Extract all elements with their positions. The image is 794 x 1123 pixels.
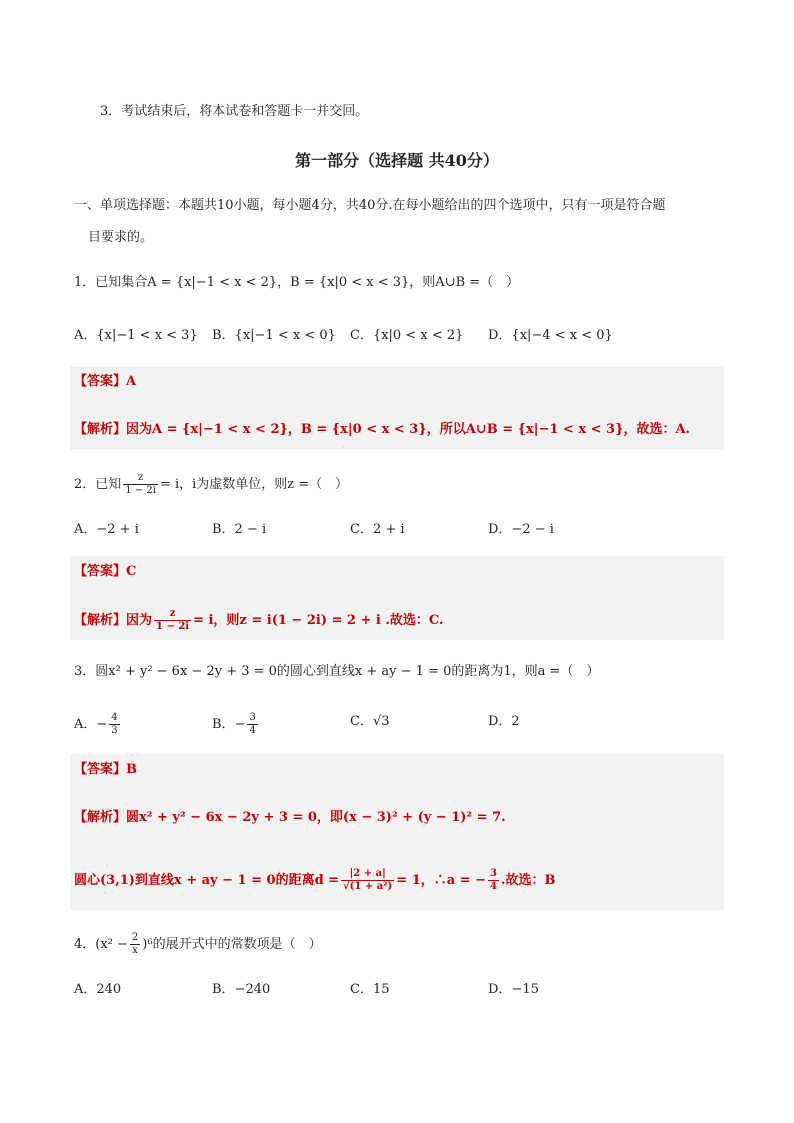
question-1-option-b: B．{x|−1 < x < 0} — [212, 328, 336, 343]
question-2-option-d: D．−2 − i — [488, 522, 554, 537]
question-1-answer: 【答案】A — [74, 374, 137, 389]
question-3-option-b-prefix: B．− — [212, 717, 246, 732]
question-3-analysis-1: 【解析】圆x² + y² − 6x − 2y + 3 = 0，即(x − 3)² + (y − 1)² = 7. — [74, 810, 506, 825]
question-2-analysis-suffix: = i，则z = i(1 − 2i) = 2 + i .故选：C. — [193, 613, 444, 628]
question-3-answer: 【答案】B — [74, 762, 137, 777]
question-3-analysis-2 — [74, 868, 556, 893]
question-3-analysis-2-fraction — [341, 868, 394, 893]
question-2-option-b: B．2 − i — [212, 522, 267, 537]
question-2-analysis-fraction — [154, 608, 191, 633]
question-2-analysis-fraction-den: 1 − 2i — [156, 621, 190, 632]
question-3-option-a-fraction — [109, 712, 119, 737]
question-2-stem-suffix: = i，i为虚数单位，则z =（ ） — [159, 477, 349, 492]
question-2-analysis — [74, 608, 444, 633]
question-3-option-c: C．√3 — [350, 714, 390, 729]
question-3-analysis-2-den: √(1 + a²) — [343, 881, 393, 892]
question-1-option-c: C．{x|0 < x < 2} — [350, 328, 464, 343]
question-3-stem: 3．圆x² + y² − 6x − 2y + 3 = 0的圆心到直线x + ay − 1 = 0的距离为1，则a =（ ） — [74, 664, 600, 679]
question-3-analysis-2-mid: = 1，∴a = − — [396, 873, 487, 888]
question-3-analysis-2-den2: 4 — [490, 881, 497, 892]
question-2-fraction — [123, 472, 158, 497]
question-4-fraction-num: 2 — [131, 932, 139, 943]
question-3-analysis-2-prefix: 圆心(3,1)到直线x + ay − 1 = 0的距离d = — [74, 873, 340, 888]
question-2-answer: 【答案】C — [74, 564, 137, 579]
question-4-option-a: A．240 — [74, 982, 122, 997]
question-3-option-b-den: 4 — [249, 725, 256, 736]
question-1-option-a: A．{x|−1 < x < 3} — [74, 328, 198, 343]
question-3-option-b — [212, 712, 260, 737]
instruction-3: 3．考试结束后，将本试卷和答题卡一并交回。 — [100, 104, 369, 119]
question-3-option-a-num: 4 — [111, 712, 118, 723]
part-title: 第一部分（选择题 共40分） — [295, 151, 499, 170]
question-2-analysis-prefix: 【解析】因为 — [74, 613, 153, 628]
question-2-fraction-num: z — [123, 472, 158, 485]
question-3-analysis-2-num: |2 + a| — [341, 868, 394, 881]
question-4-stem-suffix: )⁶的展开式中的常数项是（ ） — [142, 937, 322, 952]
question-4-option-b: B．−240 — [212, 982, 271, 997]
question-2-stem — [74, 472, 348, 497]
question-4-option-c: C．15 — [350, 982, 390, 997]
question-3-option-b-num: 3 — [249, 712, 256, 723]
question-1-analysis: 【解析】因为A = {x|−1 < x < 2}，B = {x|0 < x < 3}，所以A∪B = {x|−1 < x < 3}，故选：A. — [74, 422, 691, 437]
question-3-option-a-prefix: A．− — [74, 717, 108, 732]
question-3-analysis-2-suffix: .故选：B — [501, 873, 556, 888]
question-3-option-a — [74, 712, 122, 737]
question-3-analysis-2-fraction-2 — [488, 868, 499, 893]
question-4-stem-prefix: 4．(x² − — [74, 937, 128, 952]
question-4-option-d: D．−15 — [488, 982, 539, 997]
question-4-fraction-den: x — [132, 945, 138, 956]
question-3-option-a-den: 3 — [111, 725, 118, 736]
question-4-fraction — [130, 932, 140, 957]
question-1-option-d: D．{x|−4 < x < 0} — [488, 328, 613, 343]
question-3-option-d: D．2 — [488, 714, 520, 729]
section-heading-line2: 目要求的。 — [88, 230, 154, 245]
question-2-stem-prefix: 2．已知 — [74, 477, 122, 492]
question-3-analysis-2-num2: 3 — [490, 868, 497, 879]
question-2-fraction-den: 1 − 2i — [125, 485, 156, 496]
question-1-stem: 1．已知集合A = {x|−1 < x < 2}，B = {x|0 < x < 3}，则A∪B =（ ） — [74, 275, 520, 290]
question-3-option-b-fraction — [247, 712, 257, 737]
question-4-stem — [74, 932, 322, 957]
question-2-option-a: A．−2 + i — [74, 522, 139, 537]
section-heading-line1: 一、单项选择题：本题共10小题，每小题4分，共40分.在每小题给出的四个选项中，只有一项是符合题 — [74, 198, 666, 213]
question-2-option-c: C．2 + i — [350, 522, 405, 537]
question-2-analysis-fraction-num: z — [154, 608, 191, 621]
